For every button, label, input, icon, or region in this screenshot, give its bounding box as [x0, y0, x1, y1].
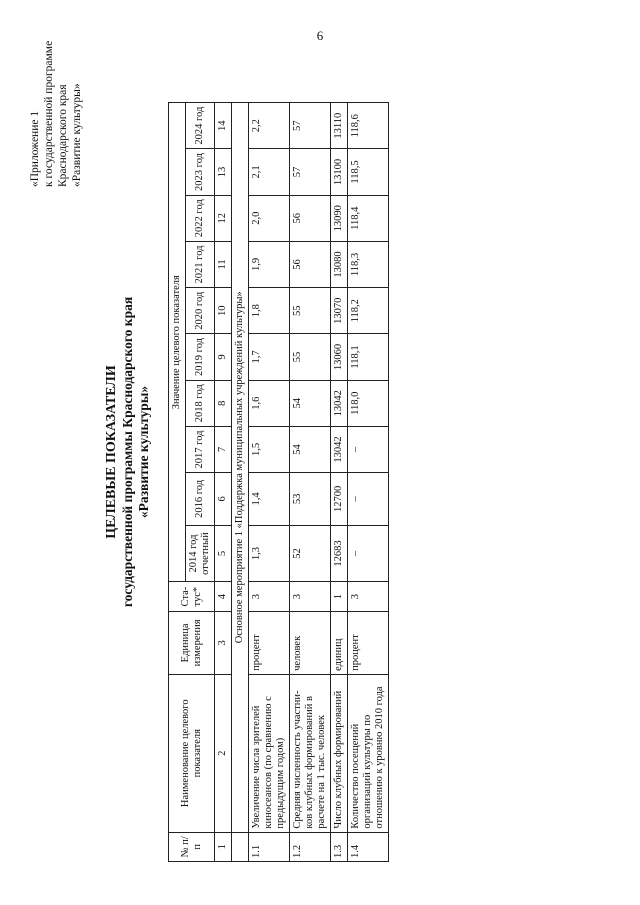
row-num: 1.2 — [290, 832, 331, 861]
row-value: 54 — [290, 426, 331, 472]
header-year: 2014 год отчетный — [186, 525, 215, 582]
title-line: ЦЕЛЕВЫЕ ПОКАЗАТЕЛИ — [104, 365, 119, 539]
header-year: 2016 год — [186, 473, 215, 526]
row-value: 1,6 — [249, 380, 290, 426]
row-name: Количество посещений организаций культуры по отношению к уровню 2010 года — [348, 674, 389, 832]
row-unit: процент — [249, 611, 290, 674]
row-status: 1 — [331, 582, 348, 611]
row-value: 1,3 — [249, 525, 290, 582]
row-value: 2,2 — [249, 103, 290, 149]
row-value: 118,1 — [348, 334, 389, 380]
header-unit: Единица измерения — [169, 611, 215, 674]
row-num: 1.3 — [331, 832, 348, 861]
header-num: № п/п — [169, 832, 215, 861]
column-number: 7 — [215, 426, 232, 472]
table-row — [331, 103, 348, 862]
header-year: 2023 год — [186, 149, 215, 195]
header-name: Наименование целевого показателя — [169, 674, 215, 832]
row-value: 56 — [290, 195, 331, 241]
row-value: 57 — [290, 149, 331, 195]
row-status: 3 — [290, 582, 331, 611]
row-value: 13090 — [331, 195, 348, 241]
row-value: 1,9 — [249, 241, 290, 287]
header-year: 2020 год — [186, 288, 215, 334]
row-status: 3 — [348, 582, 389, 611]
row-num: 1.4 — [348, 832, 389, 861]
appendix-line: «Развитие культуры» — [71, 83, 83, 187]
row-name: Увеличение числа зрителей киносеансов (по сравнению с предыдущим годом) — [249, 674, 290, 832]
header-year: 2018 год — [186, 380, 215, 426]
document-title — [103, 27, 152, 877]
row-name: Средняя численность участни-ков клубных формирований в расчете на 1 тыс. человек — [290, 674, 331, 832]
section-title: Основное мероприятие 1 «Поддержка муниципальных учреждений культуры» — [232, 103, 249, 833]
column-number: 13 — [215, 149, 232, 195]
section-row — [232, 103, 249, 862]
row-value: 1,4 — [249, 473, 290, 526]
row-value: 1,8 — [249, 288, 290, 334]
appendix-line: к государственной программе — [43, 40, 55, 187]
row-value: 13042 — [331, 426, 348, 472]
table-row — [290, 103, 331, 862]
header-value-group: Значение целевого показателя — [169, 103, 186, 582]
row-value: 53 — [290, 473, 331, 526]
row-value: 52 — [290, 525, 331, 582]
appendix-note — [28, 17, 84, 187]
row-value: 118,6 — [348, 103, 389, 149]
row-status: 3 — [249, 582, 290, 611]
row-value: 57 — [290, 103, 331, 149]
header-year: 2021 год — [186, 241, 215, 287]
row-value: 118,4 — [348, 195, 389, 241]
header-year: 2019 год — [186, 334, 215, 380]
row-value: 1,7 — [249, 334, 290, 380]
column-number: 10 — [215, 288, 232, 334]
column-number: 9 — [215, 334, 232, 380]
column-number: 3 — [215, 611, 232, 674]
row-value: 118,2 — [348, 288, 389, 334]
row-value: 55 — [290, 288, 331, 334]
row-value: – — [348, 426, 389, 472]
column-number: 6 — [215, 473, 232, 526]
title-line: государственной программы Краснодарского края — [120, 296, 135, 608]
row-value: 56 — [290, 241, 331, 287]
row-value: 13110 — [331, 103, 348, 149]
row-value: 13060 — [331, 334, 348, 380]
row-value: 55 — [290, 334, 331, 380]
row-value: – — [348, 473, 389, 526]
row-value: 13070 — [331, 288, 348, 334]
row-value: 2,0 — [249, 195, 290, 241]
column-number: 1 — [215, 832, 232, 861]
rotated-page-content — [28, 27, 588, 877]
column-number-row — [215, 103, 232, 862]
row-value: 13100 — [331, 149, 348, 195]
row-value: 118,5 — [348, 149, 389, 195]
column-number: 2 — [215, 674, 232, 832]
column-number: 14 — [215, 103, 232, 149]
row-value: – — [348, 525, 389, 582]
title-line: «Развитие культуры» — [136, 385, 151, 519]
row-value: 118,0 — [348, 380, 389, 426]
row-value: 1,5 — [249, 426, 290, 472]
row-value: 13042 — [331, 380, 348, 426]
row-unit: человек — [290, 611, 331, 674]
header-year: 2024 год — [186, 103, 215, 149]
column-number: 8 — [215, 380, 232, 426]
row-value: 13080 — [331, 241, 348, 287]
header-status: Ста-тус* — [169, 582, 215, 611]
row-value: 54 — [290, 380, 331, 426]
row-value: 2,1 — [249, 149, 290, 195]
header-year: 2022 год — [186, 195, 215, 241]
appendix-line: «Приложение 1 — [29, 110, 41, 187]
row-unit: единиц — [331, 611, 348, 674]
row-num: 1.1 — [249, 832, 290, 861]
indicators-table — [168, 102, 389, 862]
table-row — [348, 103, 389, 862]
column-number: 11 — [215, 241, 232, 287]
row-name: Число клубных формирований — [331, 674, 348, 832]
row-value: 12683 — [331, 525, 348, 582]
row-unit: процент — [348, 611, 389, 674]
column-number: 4 — [215, 582, 232, 611]
appendix-line: Краснодарского края — [57, 84, 69, 187]
column-number: 12 — [215, 195, 232, 241]
table-row — [249, 103, 290, 862]
row-value: 12700 — [331, 473, 348, 526]
header-year: 2017 год — [186, 426, 215, 472]
row-value: 118,3 — [348, 241, 389, 287]
column-number: 5 — [215, 525, 232, 582]
page-number: 6 — [316, 28, 324, 43]
